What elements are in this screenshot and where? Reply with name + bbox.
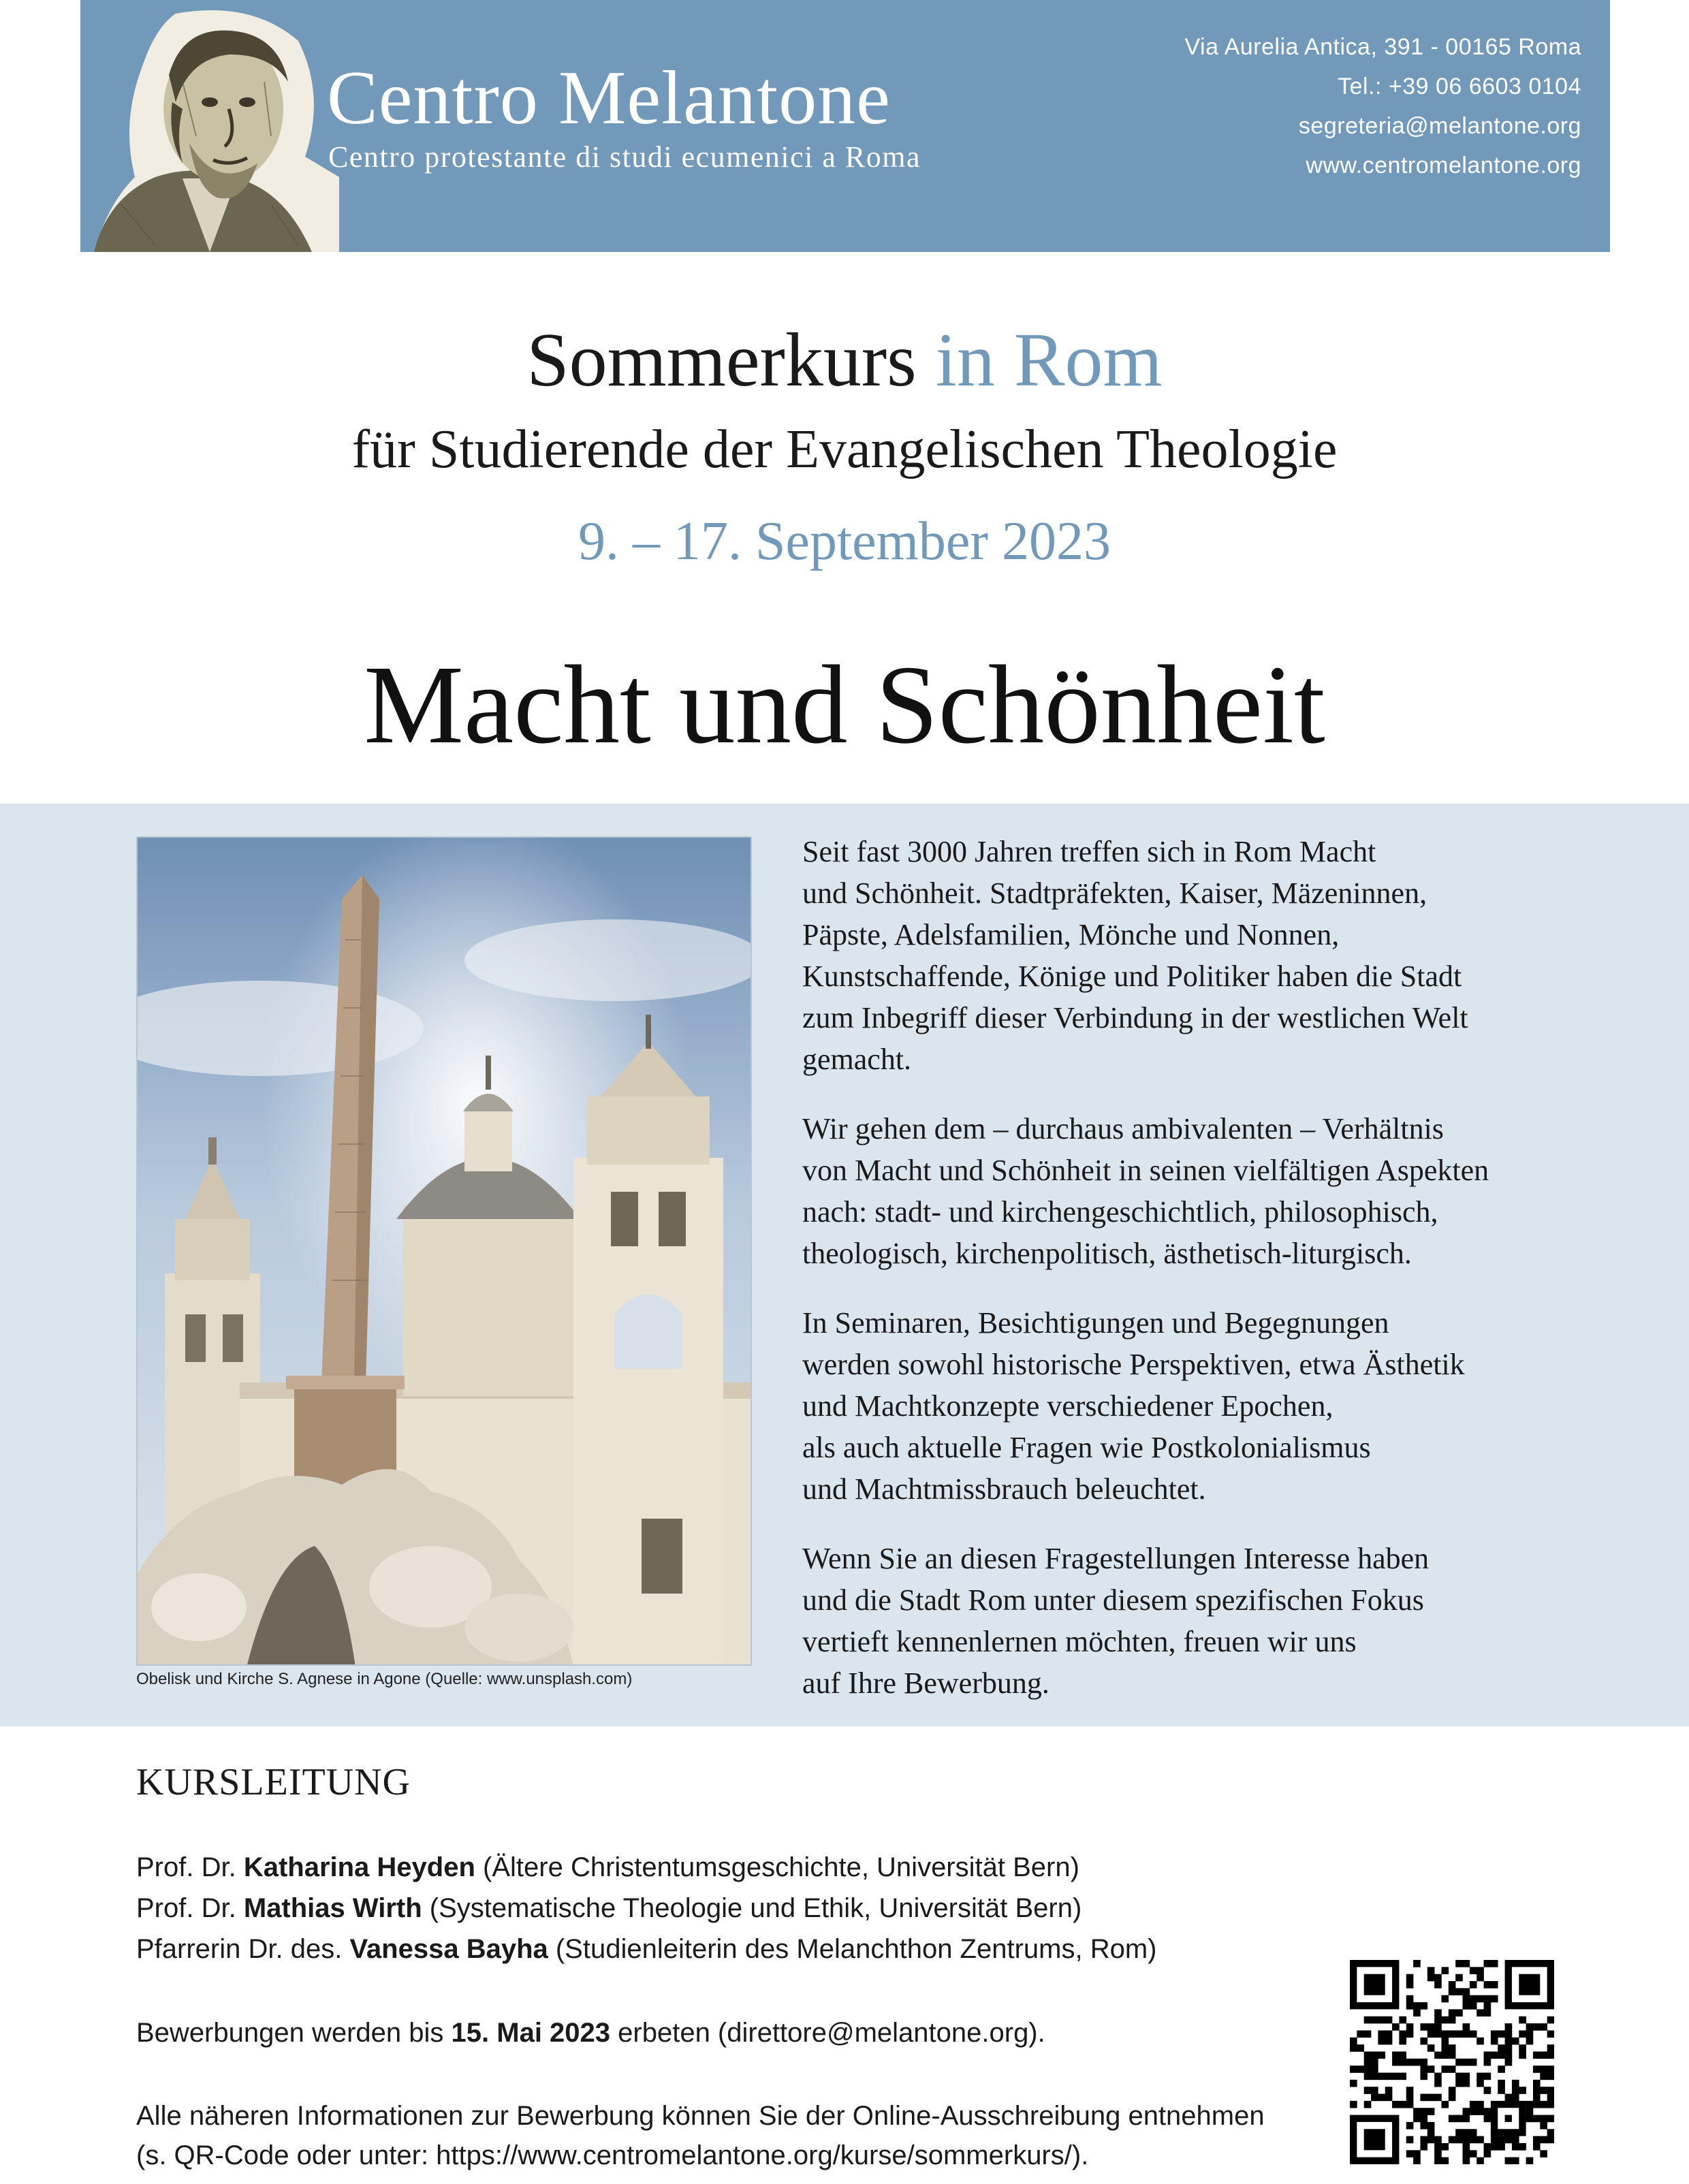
org-name: Centro Melantone	[327, 56, 891, 140]
course-audience: für Studierende der Evangelischen Theologie	[351, 420, 1338, 479]
leader-title: Prof. Dr.	[136, 1852, 244, 1882]
course-leader	[136, 1934, 1156, 1965]
course-leader	[136, 1893, 1082, 1924]
deadline-date: 15. Mai 2023	[451, 2018, 611, 2048]
paragraph: Wenn Sie an diesen Fragestellungen Interesse haben und die Stadt Rom unter diesem spezifischen Fokus vertieft kennenlernen möchten, freuen wir uns auf Ihre Bewerbung.	[802, 1542, 1430, 1700]
church-illustration	[138, 838, 752, 1666]
section-heading-kursleitung: KURSLEITUNG	[136, 1761, 411, 1803]
course-title	[0, 317, 1689, 405]
photo-caption: Obelisk und Kirche S. Agnese in Agone (Quelle: www.unsplash.com)	[136, 1670, 633, 1688]
header-band	[80, 0, 1610, 252]
contact-phone: Tel.: +39 06 6603 0104	[1338, 74, 1581, 99]
leader-affiliation: (Ältere Christentumsgeschichte, Universität Bern)	[475, 1852, 1079, 1882]
qr-code-icon[interactable]	[1350, 1960, 1554, 2164]
paragraph: Wir gehen dem – durchaus ambivalenten – Verhältnis von Macht und Schönheit in seinen vielfältigen Aspekten nach: stadt- und kirchengeschichtlich, philosophisch, theologisch, kirchenpolitisch, ästhetisch-liturgisch.	[802, 1112, 1489, 1270]
application-deadline	[136, 2018, 1045, 2048]
leader-title: Prof. Dr.	[136, 1893, 244, 1923]
paragraph: In Seminaren, Besichtigungen und Begegnungen werden sowohl historische Perspektiven, etwa Ästhetik und Machtkonzepte verschiedener Epochen, als auch aktuelle Fragen wie Postkolonialismus und Machtmissbrauch beleuchtet.	[802, 1306, 1465, 1506]
leader-title: Pfarrerin Dr. des.	[136, 1934, 350, 1964]
leader-affiliation: (Systematische Theologie und Ethik, Universität Bern)	[422, 1893, 1082, 1923]
leader-affiliation: (Studienleiterin des Melanchthon Zentrums, Rom)	[548, 1934, 1157, 1964]
paragraph: Seit fast 3000 Jahren treffen sich in Rom Macht und Schönheit. Stadtpräfekten, Kaiser, Mäzeninnen, Päpste, Adelsfamilien, Mönche und Nonnen, Kunstschaffende, Könige und Politiker haben die Stadt zum Inbegriff dieser Verbindung in der westlichen Welt gemacht.	[802, 835, 1468, 1076]
leader-name: Katharina Heyden	[243, 1852, 475, 1882]
info-line: Alle näheren Informationen zur Bewerbung können Sie der Online-Ausschreibung entnehmen	[136, 2101, 1265, 2131]
leader-name: Vanessa Bayha	[349, 1934, 548, 1964]
deadline-text: Bewerbungen werden bis	[136, 2018, 452, 2048]
contact-email[interactable]: segreteria@melantone.org	[1298, 113, 1581, 139]
contact-website[interactable]: www.centromelantone.org	[1306, 153, 1581, 178]
course-theme-title: Macht und Schönheit	[364, 642, 1325, 767]
church-photo	[136, 836, 752, 1666]
leader-name: Mathias Wirth	[243, 1893, 422, 1923]
course-leader	[136, 1852, 1079, 1883]
course-title-accent: in Rom	[935, 318, 1163, 402]
contact-block	[1184, 27, 1581, 185]
course-title-main: Sommerkurs	[526, 318, 917, 402]
org-subtitle: Centro protestante di studi ecumenici a Roma	[328, 140, 921, 174]
portrait-icon	[80, 0, 339, 252]
info-link-line[interactable]: (s. QR-Code oder unter: https://www.centromelantone.org/kurse/sommerkurs/).	[136, 2140, 1089, 2170]
contact-address: Via Aurelia Antica, 391 - 00165 Roma	[1184, 34, 1581, 60]
course-dates: 9. – 17. September 2023	[578, 511, 1111, 571]
description-text	[802, 831, 1565, 1732]
deadline-contact: erbeten (direttore@melantone.org).	[610, 2018, 1045, 2048]
